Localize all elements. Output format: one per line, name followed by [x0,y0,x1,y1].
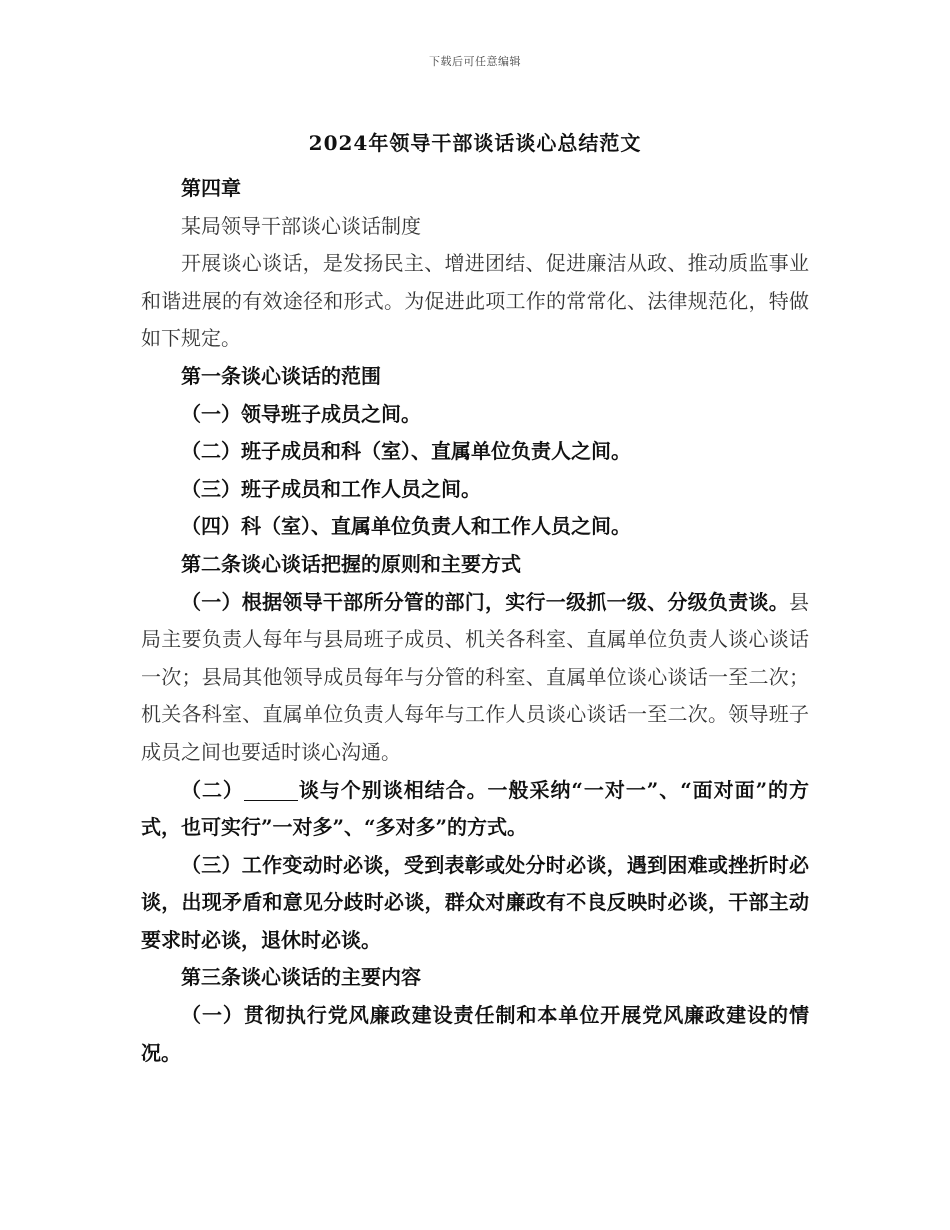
document-subtitle: 某局领导干部谈心谈话制度 [181,213,421,238]
fill-in-blank [244,780,298,801]
article2-item-1-rest: 县局主要负责人每年与县局班子成员、机关各科室、直属单位负责人谈心谈话一次；县局其他领导成员每年与分管的科室、直属单位谈心谈话一至二次；机关各科室、直属单位负责人每年与工作人员谈心谈话一至二次。领导班子成员之间也要适时谈心沟通。 [141,589,809,764]
article2-item-1 [141,584,809,772]
intro-paragraph: 开展谈心谈话，是发扬民主、增进团结、促进廉洁从政、推动质监事业和谐进展的有效途径和形式。为促进此项工作的常常化、法律规范化，特做如下规定。 [141,251,809,351]
article2-item-2-rest: 谈与个别谈相结合。一般采纳“一对一”、“面对面”的方式，也可实行”一对多”、“多对多”的方式。 [141,777,810,840]
article2-item-2 [141,772,809,847]
document-title: 2024年领导干部谈话谈心总结范文 [308,131,642,155]
article2-item-1-bold: （一）根据领导干部所分管的部门，实行一级抓一级、分级负责谈。 [181,589,789,614]
article1-item-1: （一）领导班子成员之间。 [181,401,421,426]
article3-item-1: （一）贯彻执行党风廉政建设责任制和本单位开展党风廉政建设的情况。 [141,1003,809,1065]
article2-item-2-prefix: （二） [181,777,244,802]
article2-heading: 第二条谈心谈话把握的原则和主要方式 [181,551,521,576]
article1-heading: 第一条谈心谈话的范围 [181,363,381,388]
article1-item-4: （四）科（室）、直属单位负责人和工作人员之间。 [181,514,631,539]
article1-item-2: （二）班子成员和科（室）、直属单位负责人之间。 [181,439,631,464]
document-body [141,170,809,1072]
chapter-heading: 第四章 [181,176,241,200]
article3-heading: 第三条谈心谈话的主要内容 [181,965,421,990]
page-header-note: 下载后可任意编辑 [429,55,521,68]
article1-item-3: （三）班子成员和工作人员之间。 [181,476,481,501]
article2-item-3: （三）工作变动时必谈，受到表彰或处分时必谈，遇到困难或挫折时必谈，出现矛盾和意见分歧时必谈，群众对廉政有不良反映时必谈，干部主动要求时必谈，退休时必谈。 [141,852,809,952]
